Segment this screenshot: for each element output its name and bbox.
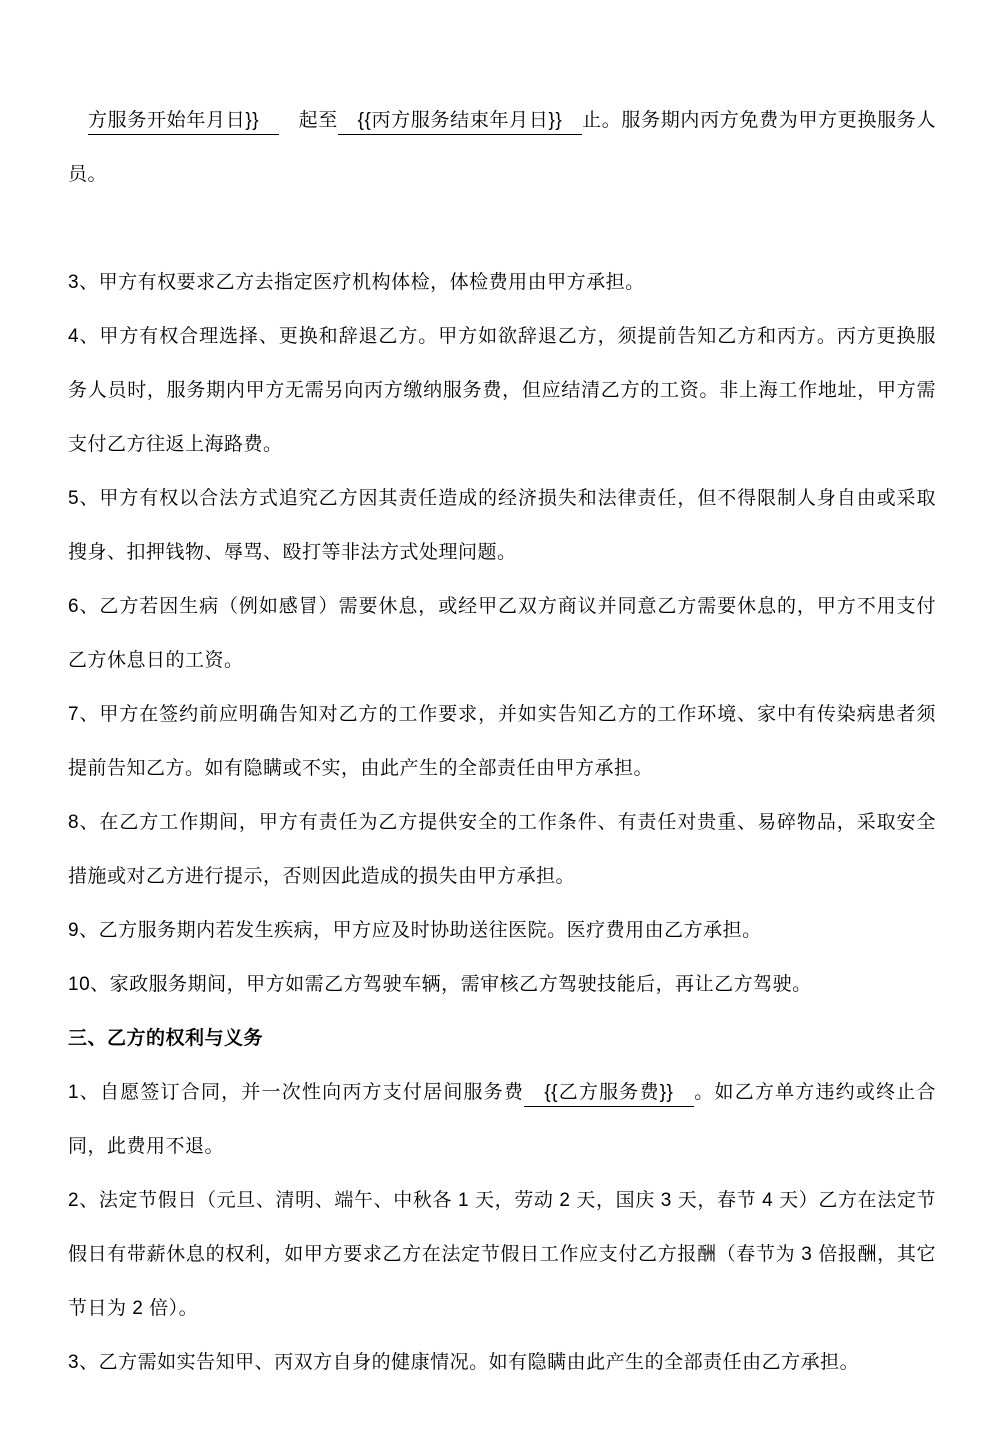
placeholder-party-b-service-fee: {{乙方服务费}} [524, 1082, 694, 1107]
clause-3-3: 3、乙方需如实告知甲、丙双方自身的健康情况。如有隐瞒由此产生的全部责任由乙方承担。 [68, 1352, 860, 1373]
intro-connector-text: 起至 [278, 110, 338, 131]
clause-2-6: 6、乙方若因生病（例如感冒）需要休息，或经甲乙双方商议并同意乙方需要休息的，甲方不用支付乙方休息日的工资。 [68, 596, 936, 671]
clause-3-1 [68, 1066, 936, 1174]
clause-2-5: 5、甲方有权以合法方式追究乙方因其责任造成的经济损失和法律责任，但不得限制人身自由或采取搜身、扣押钱物、辱骂、殴打等非法方式处理问题。 [68, 488, 936, 563]
clause-2-4: 4、甲方有权合理选择、更换和辞退乙方。甲方如欲辞退乙方，须提前告知乙方和丙方。丙方更换服务人员时，服务期内甲方无需另向丙方缴纳服务费，但应结清乙方的工资。非上海工作地址，甲方需支付乙方往返上海路费。 [68, 326, 936, 455]
intro-tail-text: 止。服务期内丙方免费为甲方更换服务人员。 [68, 110, 936, 185]
placeholder-service-end-date: {{丙方服务结束年月日}} [338, 110, 582, 135]
clause-2-8: 8、在乙方工作期间，甲方有责任为乙方提供安全的工作条件、有责任对贵重、易碎物品，采取安全措施或对乙方进行提示，否则因此造成的损失由甲方承担。 [68, 812, 936, 887]
section-3-heading: 三、乙方的权利与义务 [68, 1028, 264, 1049]
clause-2-7: 7、甲方在签约前应明确告知对乙方的工作要求，并如实告知乙方的工作环境、家中有传染病患者须提前告知乙方。如有隐瞒或不实，由此产生的全部责任由甲方承担。 [68, 704, 936, 779]
clause-2-10: 10、家政服务期间，甲方如需乙方驾驶车辆，需审核乙方驾驶技能后，再让乙方驾驶。 [68, 974, 812, 995]
clause-2-9: 9、乙方服务期内若发生疾病，甲方应及时协助送往医院。医疗费用由乙方承担。 [68, 920, 762, 941]
clause-3-2: 2、法定节假日（元旦、清明、端午、中秋各 1 天，劳动 2 天，国庆 3 天，春节 4 天）乙方在法定节假日有带薪休息的权利，如甲方要求乙方在法定节假日工作应支付乙方报酬（春节为 3 倍报酬，其它节日为 2 倍）。 [68, 1190, 936, 1319]
intro-continuation-line [68, 94, 936, 202]
placeholder-service-start-date: 方服务开始年月日}} [88, 110, 279, 135]
clause-3-1-before-text: 1、自愿签订合同，并一次性向丙方支付居间服务费 [68, 1082, 525, 1103]
clause-2-3: 3、甲方有权要求乙方去指定医疗机构体检，体检费用由甲方承担。 [68, 272, 645, 293]
clause-3-1-after-text: 。如乙方单方违约或终止合同，此费用不退。 [68, 1082, 936, 1157]
